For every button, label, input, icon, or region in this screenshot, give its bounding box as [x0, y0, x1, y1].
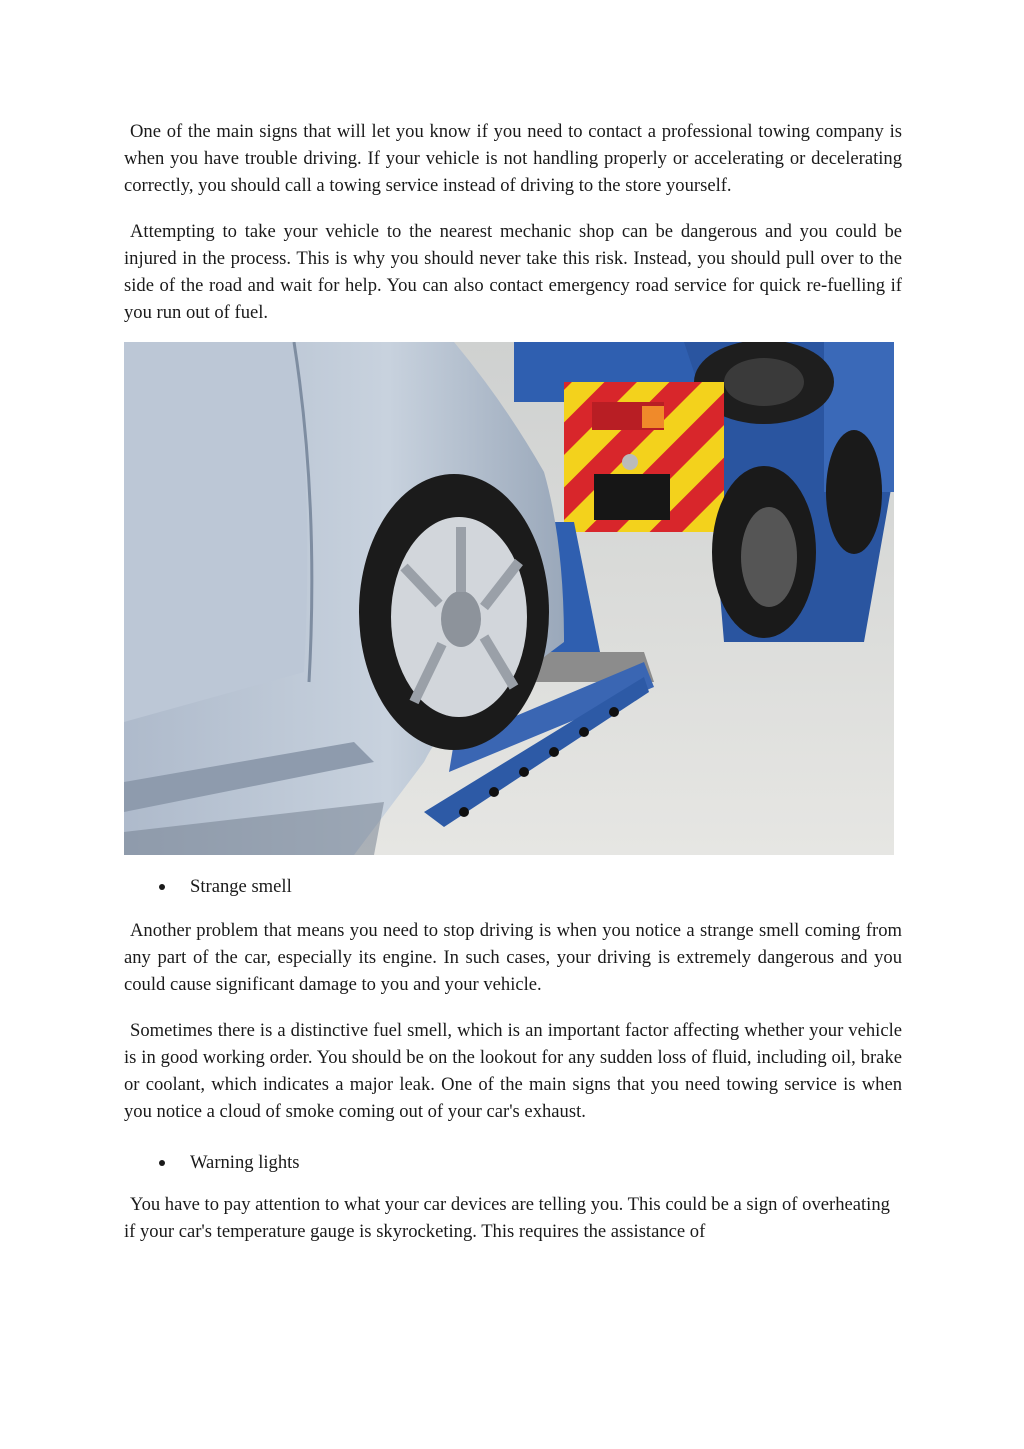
- bullet-warning-lights: [124, 1149, 902, 1176]
- paragraph-4: Sometimes there is a distinctive fuel smell, which is an important factor affecting whether your vehicle is in good working order. You should be on the lookout for any sudden loss of fluid, including oil, brake or coolant, which indicates a major leak. One of the main signs that you need towing service is when you notice a cloud of smoke coming out of your car's exhaust.: [124, 1020, 902, 1122]
- paragraph-3: Another problem that means you need to stop driving is when you notice a strange smell coming from any part of the car, especially its engine. In such cases, your driving is extremely dangerous and you could cause significant damage to you and your vehicle.: [124, 920, 902, 995]
- paragraph-1: One of the main signs that will let you know if you need to contact a professional towing company is when you have trouble driving. If your vehicle is not handling properly or accelerating or decelerating correctly, you should call a towing service instead of driving to the store yourself.: [124, 121, 902, 196]
- bullet-strange-smell: [124, 873, 902, 900]
- tow-truck-photo: [124, 342, 894, 855]
- bullet-dot-icon: [159, 1160, 165, 1166]
- paragraph-2: Attempting to take your vehicle to the nearest mechanic shop can be dangerous and you could be injured in the process. This is why you should never take this risk. Instead, you should pull over to the side of the road and wait for help. You can also contact emergency road service for quick re-fuelling if you run out of fuel.: [124, 221, 902, 323]
- bullet-dot-icon: [159, 884, 165, 890]
- paragraph-5: You have to pay attention to what your car devices are telling you. This could be a sign of overheating if your car's temperature gauge is skyrocketing. This requires the assistance of: [124, 1194, 890, 1242]
- bullet-label: Warning lights: [190, 1152, 300, 1173]
- document-page: [124, 118, 902, 1245]
- bullet-label: Strange smell: [190, 876, 292, 897]
